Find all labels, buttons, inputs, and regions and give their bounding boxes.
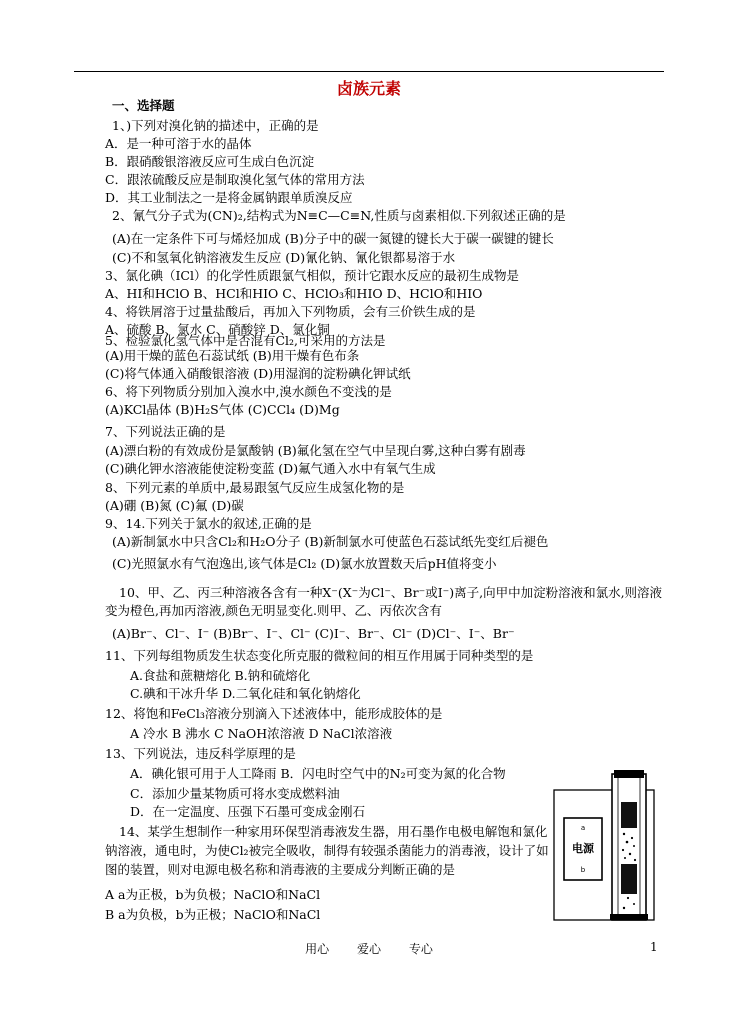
page-footer — [0, 940, 738, 957]
option-text: A、硫酸 B、氯水 C、硝酸锌 D、氯化铜 — [105, 322, 330, 337]
tube-stopper — [614, 770, 644, 778]
question-text: 13、下列说法，违反科学原理的是 — [105, 746, 296, 761]
option-text: (A)用干燥的蓝色石蕊试纸 (B)用干燥有色布条 — [105, 348, 360, 363]
header-rule — [74, 71, 664, 72]
lower-electrode — [621, 864, 637, 894]
question-text: 3、氯化碘（ICl）的化学性质跟氯气相似，预计它跟水反应的最初生成物是 — [105, 268, 519, 283]
option-text: C．添加少量某物质可将水变成燃料油 — [130, 786, 340, 801]
option-text: (A)硼 (B)氮 (C)氟 (D)碳 — [105, 498, 244, 513]
electrode-a-mark: a — [580, 824, 586, 832]
option-text: (C)不和氢氧化钠溶液发生反应 (D)氰化钠、氰化银都易溶于水 — [112, 250, 456, 265]
electrolysis-apparatus-diagram — [548, 768, 670, 924]
option-text: (C)将气体通入硝酸银溶液 (D)用湿润的淀粉碘化钾试纸 — [105, 366, 411, 381]
question-text: 12、将饱和FeCl₃溶液分别滴入下述液体中，能形成胶体的是 — [105, 706, 443, 721]
question-text: 10、甲、乙、丙三种溶液各含有一种X⁻(X⁻为Cl⁻、Br⁻或I⁻)离子,向甲中加淀粉溶液和氯水,则溶液变为橙色,再加丙溶液,颜色无明显变化.则甲、乙、丙依次含有 — [105, 585, 663, 618]
question-text: 8、下列元素的单质中,最易跟氢气反应生成氢化物的是 — [105, 480, 405, 495]
option-text: A．碘化银可用于人工降雨 B．闪电时空气中的N₂可变为氮的化合物 — [130, 766, 506, 781]
option-text: (A)新制氯水中只含Cl₂和H₂O分子 (B)新制氯水可使蓝色石蕊试纸先变红后褪色 — [112, 534, 549, 549]
footer-text: 爱心 — [356, 942, 381, 956]
option-text: A a为正极，b为负极；NaClO和NaCl — [105, 887, 321, 902]
page-title: 卤族元素 — [336, 79, 401, 98]
footer-text: 专心 — [408, 942, 433, 956]
question-text: 7、下列说法正确的是 — [105, 424, 226, 439]
option-text: D．其工业制法之一是将金属钠跟单质溴反应 — [105, 190, 353, 205]
upper-electrode — [621, 802, 637, 828]
option-text: B a为负极，b为正极；NaClO和NaCl — [105, 907, 321, 922]
option-text: (A)KCl晶体 (B)H₂S气体 (C)CCl₄ (D)Mg — [105, 402, 340, 417]
option-text: (C)光照氯水有气泡逸出,该气体是Cl₂ (D)氯水放置数天后pH值将变小 — [112, 556, 497, 571]
question-text: 1、)下列对溴化钠的描述中，正确的是 — [112, 118, 319, 133]
question-text: 9、14.下列关于氯水的叙述,正确的是 — [105, 516, 312, 531]
electrode-b-mark: b — [580, 866, 586, 874]
tube-base — [610, 914, 648, 920]
question-text: 11、下列每组物质发生状态变化所克服的微粒间的相互作用属于同种类型的是 — [105, 648, 534, 663]
option-text: A．是一种可溶于水的晶体 — [105, 136, 252, 151]
power-supply-label: 电源 — [572, 842, 594, 855]
option-text: (C)碘化钾水溶液能使淀粉变蓝 (D)氟气通入水中有氧气生成 — [105, 461, 436, 476]
footer-text: 用心 — [305, 942, 330, 956]
option-text: A.食盐和蔗糖熔化 B.钠和硫熔化 — [130, 668, 311, 683]
question-text: 5、检验氯化氢气体中是否混有Cl₂,可采用的方法是 — [105, 333, 386, 348]
question-text: 2、氰气分子式为(CN)₂,结构式为N≡C—C≡N,性质与卤素相似.下列叙述正确的是 — [112, 208, 566, 223]
option-text: B．跟硝酸银溶液反应可生成白色沉淀 — [105, 154, 315, 169]
option-text: C．跟浓硫酸反应是制取溴化氢气体的常用方法 — [105, 172, 365, 187]
option-text: D．在一定温度、压强下石墨可变成金刚石 — [130, 804, 366, 819]
question-text: 14、某学生想制作一种家用环保型消毒液发生器，用石墨作电极电解饱和氯化钠溶液，通电时，为使Cl₂被完全吸收，制得有较强杀菌能力的消毒液，设计了如图的装置，则对电源电极名称和消毒液的主要成分判断正确的是 — [105, 824, 549, 877]
section-heading: 一、选择题 — [112, 98, 175, 113]
option-text: (A)Br⁻、Cl⁻、I⁻ (B)Br⁻、I⁻、Cl⁻ (C)I⁻、Br⁻、Cl⁻ (D)Cl⁻、I⁻、Br⁻ — [112, 626, 515, 641]
option-text: (A)在一定条件下可与烯烃加成 (B)分子中的碳一氮键的键长大于碳一碳键的键长 — [112, 231, 554, 246]
option-text: A、HI和HClO B、HCl和HIO C、HClO₃和HIO D、HClO和HIO — [105, 286, 483, 301]
page-number: 1 — [650, 940, 658, 954]
option-text: A 冷水 B 沸水 C NaOH浓溶液 D NaCl浓溶液 — [130, 726, 393, 741]
option-text: C.碘和干冰升华 D.二氧化硅和氧化钠熔化 — [130, 686, 361, 701]
question-text: 4、将铁屑溶于过量盐酸后，再加入下列物质，会有三价铁生成的是 — [105, 304, 476, 319]
question-text: 6、将下列物质分别加入溴水中,溴水颜色不变浅的是 — [105, 384, 392, 399]
option-text: (A)漂白粉的有效成份是氯酸钠 (B)氟化氢在空气中呈现白雾,这种白雾有剧毒 — [105, 443, 526, 458]
